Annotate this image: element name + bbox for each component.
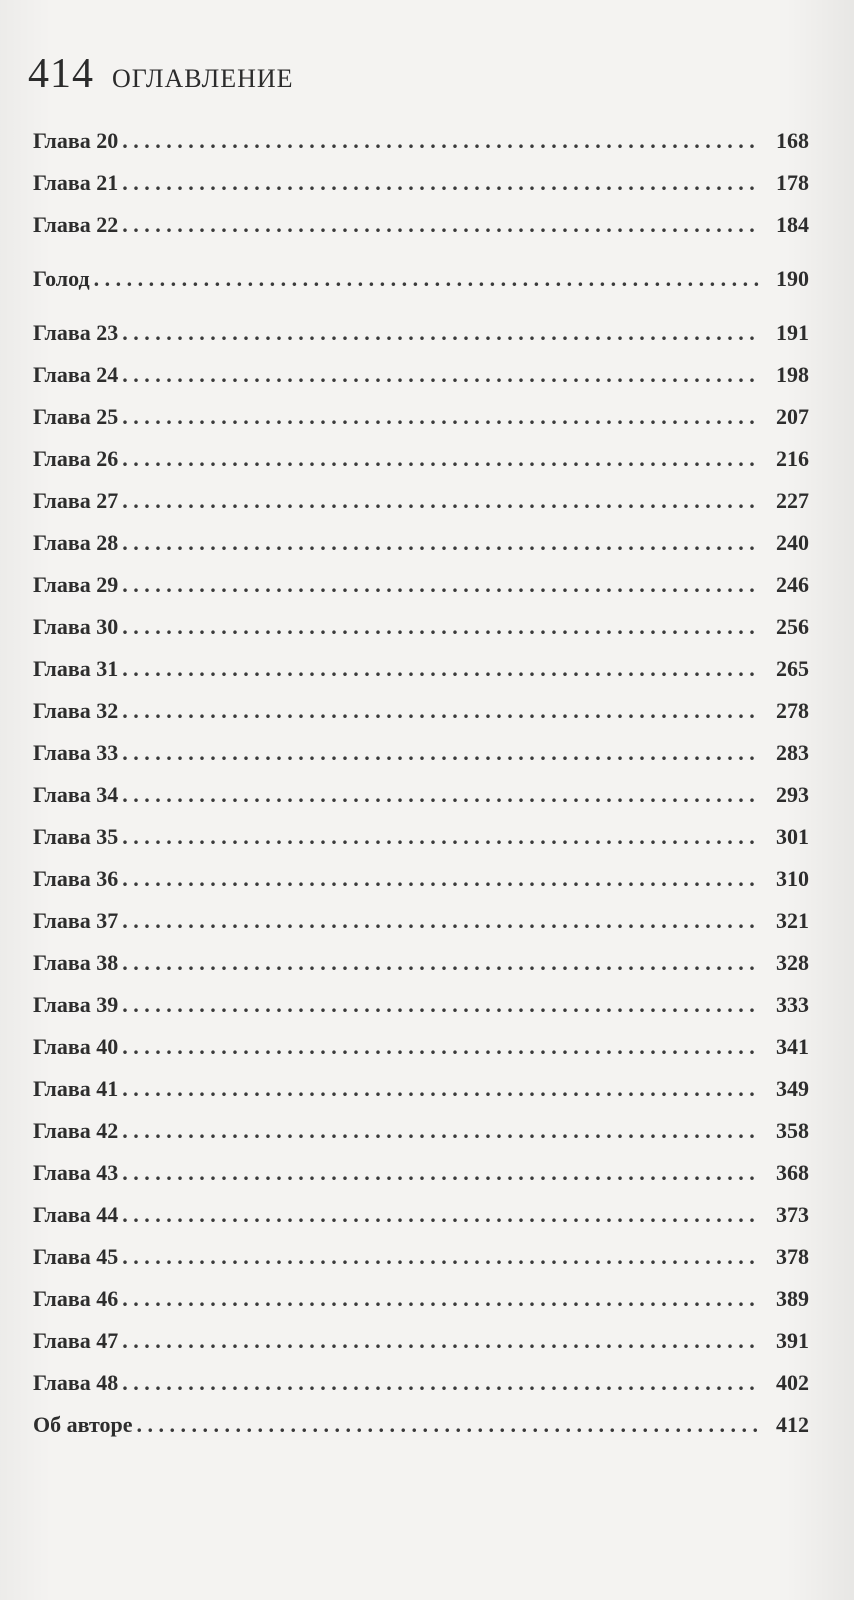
- dot-leader: [122, 1026, 759, 1068]
- toc-entry-page: 278: [776, 698, 809, 723]
- toc-entry: [33, 1320, 809, 1362]
- toc-entry: [33, 1026, 809, 1068]
- toc-entry-page: 389: [776, 1286, 809, 1311]
- toc-entry-title: Глава 35: [33, 824, 119, 849]
- toc-entry: [33, 396, 809, 438]
- toc-entry-title: Глава 23: [33, 320, 119, 345]
- page-header: [28, 50, 294, 98]
- toc-entry-page: 358: [776, 1118, 809, 1143]
- toc-entry: [33, 1362, 809, 1404]
- toc-entry-title: Глава 28: [33, 530, 119, 555]
- toc-entry-title: Глава 43: [33, 1160, 119, 1185]
- toc-entry-title: Глава 20: [33, 128, 119, 153]
- toc-entry-page: 333: [776, 992, 809, 1017]
- toc-entry: [33, 648, 809, 690]
- dot-leader: [122, 438, 759, 480]
- dot-leader: [122, 564, 759, 606]
- dot-leader: [122, 120, 759, 162]
- toc-entry-title: Глава 41: [33, 1076, 119, 1101]
- toc-entry: [33, 900, 809, 942]
- toc-entry-page: 293: [776, 782, 809, 807]
- toc-entry-title: Глава 40: [33, 1034, 119, 1059]
- toc-entry-page: 402: [776, 1370, 809, 1395]
- toc-entry-page: 328: [776, 950, 809, 975]
- dot-leader: [122, 900, 759, 942]
- page-number: 414: [28, 51, 94, 97]
- dot-leader: [122, 816, 759, 858]
- toc-entry-page: 310: [776, 866, 809, 891]
- dot-leader: [122, 396, 759, 438]
- dot-leader: [122, 942, 759, 984]
- toc-entry: [33, 1152, 809, 1194]
- toc-entry-page: 349: [776, 1076, 809, 1101]
- toc-entry: [33, 1278, 809, 1320]
- toc-entry: [33, 312, 809, 354]
- toc-entry-title: Глава 45: [33, 1244, 119, 1269]
- toc-entry-page: 373: [776, 1202, 809, 1227]
- toc-entry-title: Глава 34: [33, 782, 119, 807]
- toc-entry-page: 391: [776, 1328, 809, 1353]
- toc-entry-page: 207: [776, 404, 809, 429]
- toc-entry: [33, 564, 809, 606]
- dot-leader: [122, 1236, 759, 1278]
- toc-entry-page: 246: [776, 572, 809, 597]
- toc-entry-page: 227: [776, 488, 809, 513]
- toc-entry-title: Глава 30: [33, 614, 119, 639]
- toc-entry-page: 301: [776, 824, 809, 849]
- toc-entry-title: Глава 21: [33, 170, 119, 195]
- toc-entry-title: Глава 37: [33, 908, 119, 933]
- dot-leader: [122, 858, 759, 900]
- dot-leader: [122, 1068, 759, 1110]
- toc-entry-title: Об авторе: [33, 1412, 133, 1437]
- toc-entry: [33, 480, 809, 522]
- dot-leader: [94, 258, 759, 300]
- toc-entry-page: 368: [776, 1160, 809, 1185]
- section-title: ОГЛАВЛЕНИЕ: [112, 64, 294, 93]
- toc-entry-page: 265: [776, 656, 809, 681]
- toc-entry-page: 412: [776, 1412, 809, 1437]
- toc-entry-page: 240: [776, 530, 809, 555]
- dot-leader: [122, 774, 759, 816]
- dot-leader: [122, 1194, 759, 1236]
- toc-entry: [33, 606, 809, 648]
- dot-leader: [122, 606, 759, 648]
- toc-entry-title: Глава 33: [33, 740, 119, 765]
- toc-entry-page: 256: [776, 614, 809, 639]
- dot-leader: [122, 162, 759, 204]
- dot-leader: [122, 1278, 759, 1320]
- toc-entry: [33, 1110, 809, 1152]
- toc-entry-page: 341: [776, 1034, 809, 1059]
- toc-entry-title: Глава 27: [33, 488, 119, 513]
- dot-leader: [122, 1362, 759, 1404]
- toc-entry-title: Глава 26: [33, 446, 119, 471]
- toc-entry: [33, 204, 809, 246]
- toc-entry: [33, 120, 809, 162]
- toc-entry-title: Глава 25: [33, 404, 119, 429]
- toc-entry-title: Голод: [33, 266, 90, 291]
- dot-leader: [122, 204, 759, 246]
- toc-entry-title: Глава 46: [33, 1286, 119, 1311]
- toc-entry: [33, 858, 809, 900]
- toc-entry-page: 184: [776, 212, 809, 237]
- dot-leader: [122, 732, 759, 774]
- toc-entry-title: Глава 22: [33, 212, 119, 237]
- toc-entry: [33, 1236, 809, 1278]
- toc-entry: [33, 1068, 809, 1110]
- toc-entry: [33, 942, 809, 984]
- dot-leader: [122, 690, 759, 732]
- toc-entry-page: 190: [776, 266, 809, 291]
- toc-entry-title: Глава 38: [33, 950, 119, 975]
- table-of-contents: [33, 120, 809, 1446]
- toc-entry-title: Глава 47: [33, 1328, 119, 1353]
- toc-entry: [33, 1404, 809, 1446]
- dot-leader: [122, 312, 759, 354]
- toc-entry: [33, 984, 809, 1026]
- toc-entry: [33, 522, 809, 564]
- toc-entry: [33, 162, 809, 204]
- toc-entry-title: Глава 29: [33, 572, 119, 597]
- dot-leader: [122, 984, 759, 1026]
- toc-entry-page: 198: [776, 362, 809, 387]
- toc-entry: [33, 690, 809, 732]
- dot-leader: [136, 1404, 759, 1446]
- toc-entry-title: Глава 48: [33, 1370, 119, 1395]
- dot-leader: [122, 522, 759, 564]
- toc-entry: [33, 354, 809, 396]
- toc-entry-title: Глава 32: [33, 698, 119, 723]
- toc-entry-title: Глава 44: [33, 1202, 119, 1227]
- toc-entry-title: Глава 42: [33, 1118, 119, 1143]
- dot-leader: [122, 648, 759, 690]
- toc-entry: [33, 1194, 809, 1236]
- toc-entry-title: Глава 24: [33, 362, 119, 387]
- dot-leader: [122, 480, 759, 522]
- toc-entry: [33, 438, 809, 480]
- dot-leader: [122, 354, 759, 396]
- toc-entry: [33, 774, 809, 816]
- toc-entry-page: 168: [776, 128, 809, 153]
- toc-entry-page: 378: [776, 1244, 809, 1269]
- toc-entry-page: 283: [776, 740, 809, 765]
- toc-entry: [33, 816, 809, 858]
- toc-entry-page: 178: [776, 170, 809, 195]
- dot-leader: [122, 1320, 759, 1362]
- dot-leader: [122, 1152, 759, 1194]
- toc-entry-title: Глава 39: [33, 992, 119, 1017]
- toc-entry-page: 216: [776, 446, 809, 471]
- toc-entry-page: 321: [776, 908, 809, 933]
- toc-entry: [33, 732, 809, 774]
- toc-entry-page: 191: [776, 320, 809, 345]
- toc-entry-title: Глава 31: [33, 656, 119, 681]
- toc-entry: [33, 258, 809, 300]
- toc-entry-title: Глава 36: [33, 866, 119, 891]
- dot-leader: [122, 1110, 759, 1152]
